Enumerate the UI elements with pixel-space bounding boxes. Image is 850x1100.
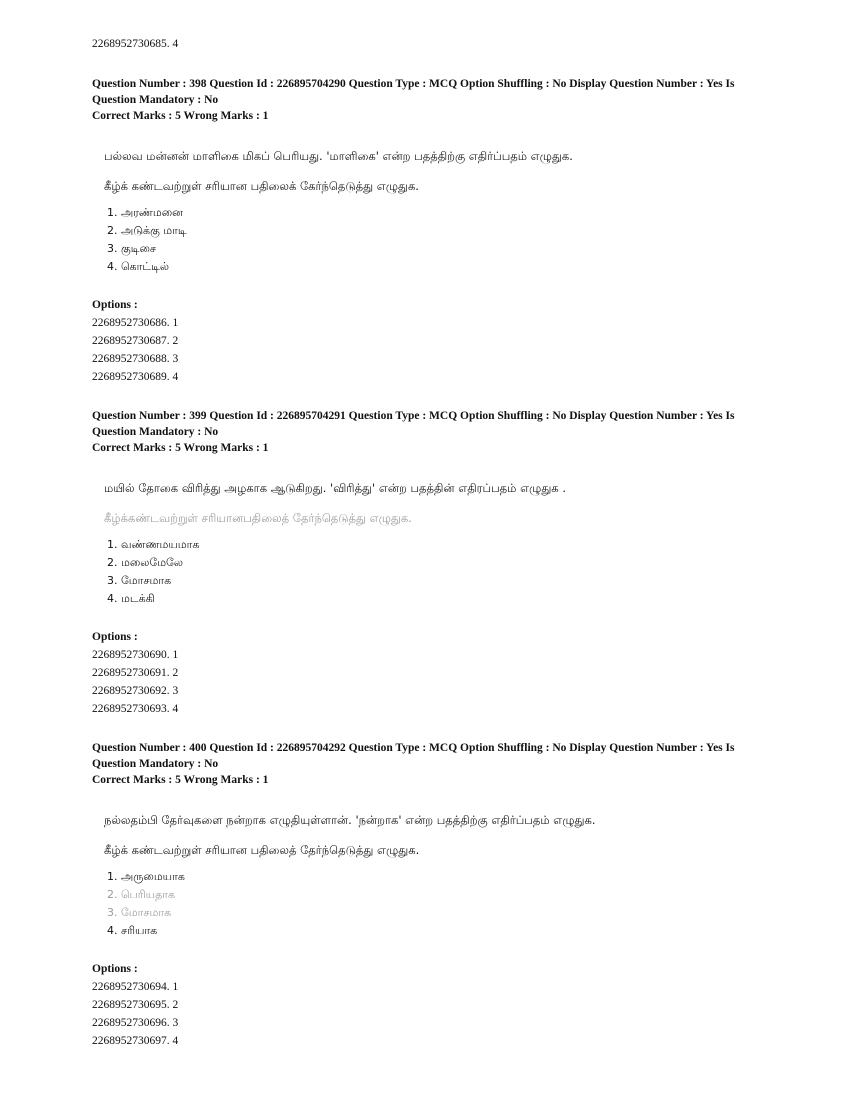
- option-id: 2268952730695. 2: [92, 999, 179, 1011]
- question-block-399: [92, 408, 772, 718]
- previous-option-tail: 2268952730685. 4: [92, 38, 179, 50]
- option-id: 2268952730691. 2: [92, 667, 179, 679]
- choice-item: 1. வண்ணமயமாக: [107, 538, 200, 551]
- choice-item: 1. அரண்மனை: [107, 206, 183, 219]
- option-id: 2268952730692. 3: [92, 685, 179, 697]
- question-instruction: கீழ்க் கண்டவற்றுள் சரியான பதிலைத் தேர்ந்தெடுத்து எழுதுக.: [104, 843, 420, 857]
- choice-item: 2. மலைமேலே: [107, 556, 183, 569]
- option-id: 2268952730689. 4: [92, 371, 179, 383]
- option-id: 2268952730694. 1: [92, 981, 179, 993]
- choice-item: 4. மடக்கி: [107, 592, 155, 605]
- option-id: 2268952730686. 1: [92, 317, 179, 329]
- choice-list: [92, 536, 772, 608]
- question-block-400: [92, 740, 772, 1050]
- question-marks: Correct Marks : 5 Wrong Marks : 1: [92, 110, 269, 122]
- choice-item: 3. மோசமாக: [107, 574, 172, 587]
- choice-item: 2. பெரியதாக: [107, 888, 176, 901]
- question-stem: பல்லவ மன்னன் மாளிகை மிகப் பெரியது. 'மாளிகை' என்ற பதத்திற்கு எதிர்ப்பதம் எழுதுக.: [104, 149, 573, 163]
- option-id: 2268952730688. 3: [92, 353, 179, 365]
- question-marks: Correct Marks : 5 Wrong Marks : 1: [92, 442, 269, 454]
- question-stem: நல்லதம்பி தேர்வுகளை நன்றாக எழுதியுள்ளான். 'நன்றாக' என்ற பதத்திற்கு எதிர்ப்பதம் எழுதுக.: [104, 813, 596, 827]
- option-id: 2268952730687. 2: [92, 335, 179, 347]
- option-id: 2268952730696. 3: [92, 1017, 179, 1029]
- question-instruction: கீழ்க்கண்டவற்றுள் சரியானபதிலைத் தேர்ந்தெடுத்து எழுதுக.: [104, 511, 412, 525]
- question-meta-line2: Question Mandatory : No: [92, 94, 219, 106]
- options-label: Options :: [92, 631, 138, 643]
- question-meta-line2: Question Mandatory : No: [92, 426, 219, 438]
- choice-item: 1. அருமையாக: [107, 870, 185, 883]
- question-meta-line1: Question Number : 400 Question Id : 226895704292 Question Type : MCQ Option Shuffling : No Display Question Number : Yes Is: [92, 742, 735, 754]
- choice-item: 3. குடிசை: [107, 242, 156, 255]
- choice-list: [92, 204, 772, 276]
- option-id: 2268952730690. 1: [92, 649, 179, 661]
- question-header: [92, 740, 762, 788]
- question-stem: மயில் தோகை விரித்து அழகாக ஆடுகிறது. 'விரித்து' என்ற பதத்தின் எதிரப்பதம் எழுதுக .: [104, 481, 566, 495]
- choice-item: 4. கொட்டில்: [107, 260, 169, 273]
- question-meta-line1: Question Number : 398 Question Id : 226895704290 Question Type : MCQ Option Shuffling : No Display Question Number : Yes Is: [92, 78, 735, 90]
- question-header: [92, 76, 762, 124]
- choice-item: 3. மோசமாக: [107, 906, 172, 919]
- options-label: Options :: [92, 299, 138, 311]
- options-label: Options :: [92, 963, 138, 975]
- option-id: 2268952730697. 4: [92, 1035, 179, 1047]
- choice-item: 2. அடுக்கு மாடி: [107, 224, 187, 237]
- question-block-398: [92, 76, 772, 386]
- question-meta-line1: Question Number : 399 Question Id : 226895704291 Question Type : MCQ Option Shuffling : No Display Question Number : Yes Is: [92, 410, 735, 422]
- question-marks: Correct Marks : 5 Wrong Marks : 1: [92, 774, 269, 786]
- choice-item: 4. சரியாக: [107, 924, 158, 937]
- question-header: [92, 408, 762, 456]
- choice-list: [92, 868, 772, 940]
- option-id: 2268952730693. 4: [92, 703, 179, 715]
- question-instruction: கீழ்க் கண்டவற்றுள் சரியான பதிலைக் கேர்ந்தெடுத்து எழுதுக.: [104, 179, 419, 193]
- question-meta-line2: Question Mandatory : No: [92, 758, 219, 770]
